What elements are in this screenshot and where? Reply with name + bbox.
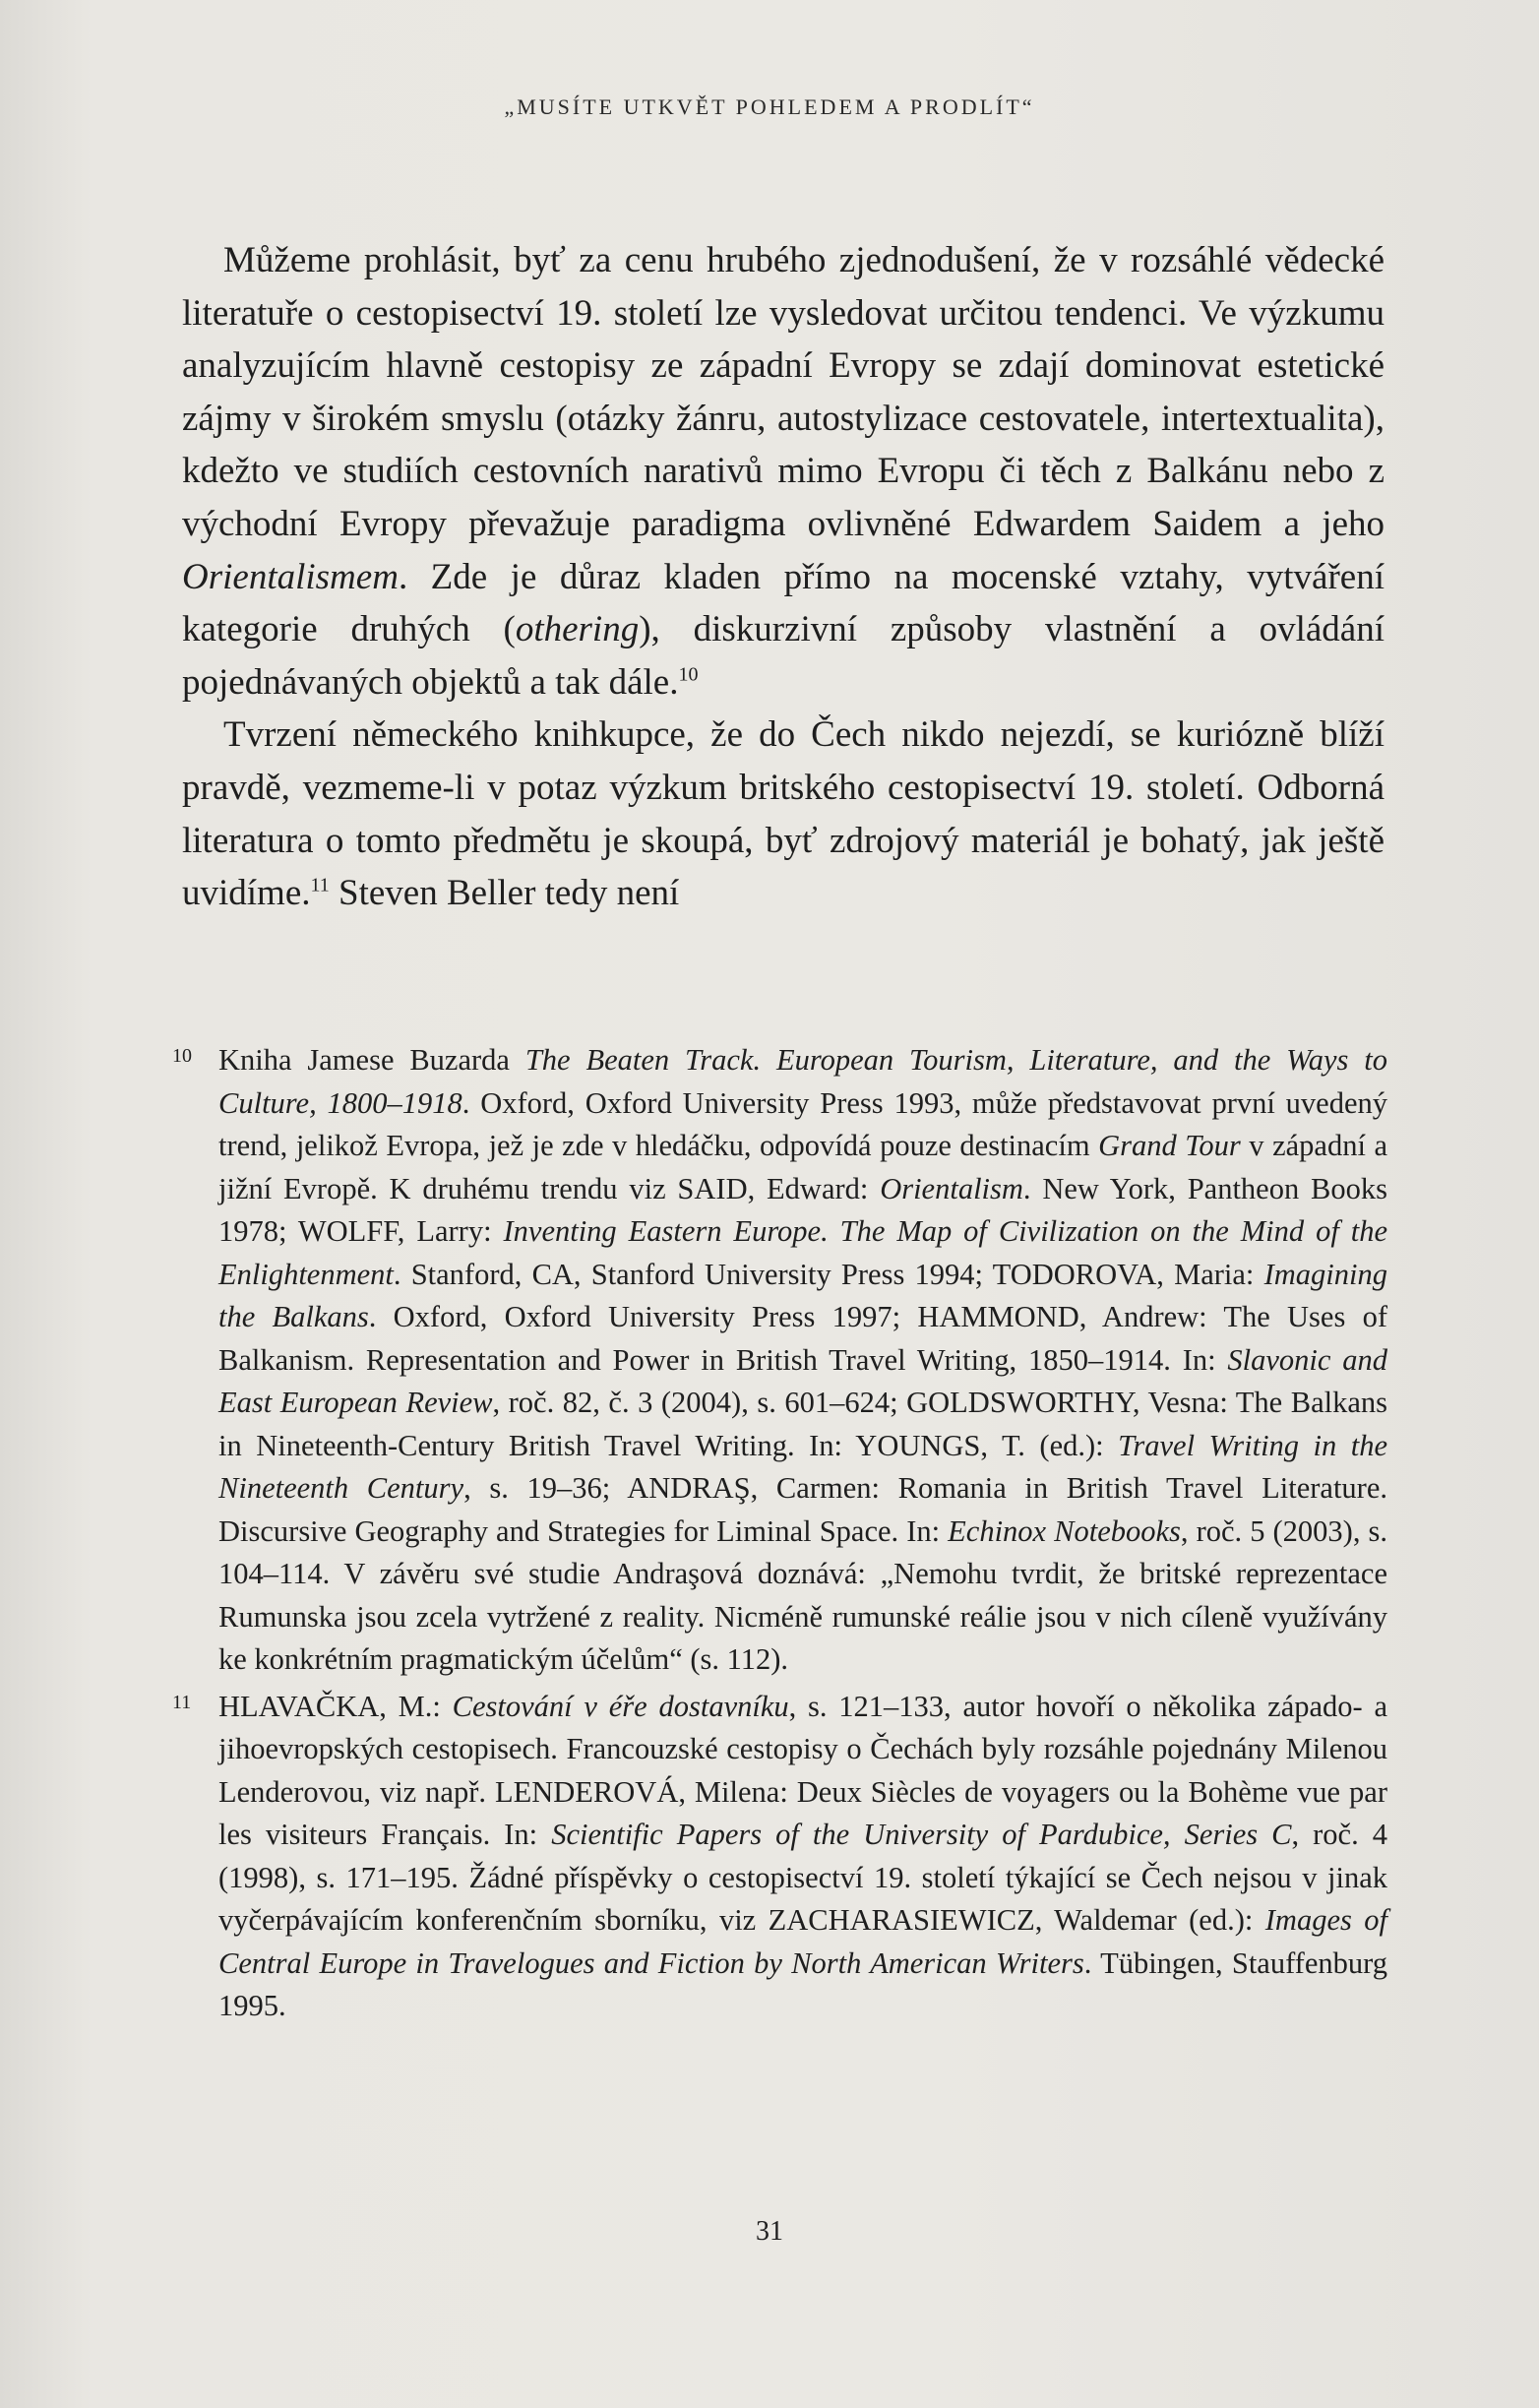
footnote-ref-10: 10 <box>678 663 699 686</box>
footnote-10: 10 Kniha Jamese Buzarda The Beaten Track. European Tourism, Literature, and the Ways to Culture, 1800–1918. Oxford, Oxford University Press 1993, může představovat první uvedený trend, jelikož Evropa, jež je zde v hledáčku, odpovídá pouze destinacím Grand Tour v západní a jižní Evropě. K druhému trendu viz SAID, Edward: Orientalism. New York, Pantheon Books 1978; WOLFF, Larry: Inventing Eastern Europe. The Map of Civilization on the Mind of the Enlightenment. Stanford, CA, Stanford University Press 1994; TODOROVA, Maria: Imagining the Balkans. Oxford, Oxford University Press 1997; HAMMOND, Andrew: The Uses of Balkanism. Representation and Power in British Travel Writing, 1850–1914. In: Slavonic and East European Review, roč. 82, č. 3 (2004), s. 601–624; GOLDSWORTHY, Vesna: The Balkans in Nineteenth-Century British Travel Writing. In: YOUNGS, T. (ed.): Travel Writing in the Nineteenth Century, s. 19–36; ANDRAŞ, Carmen: Romania in British Travel Literature. Discursive Geography and Strategies for Liminal Space. In: Echinox Notebooks, roč. 5 (2003), s. 104–114. V závěru své studie Andraşová doznává: „Nemohu tvrdit, že britské reprezentace Rumunska jsou zcela vytržené z reality. Nicméně rumunské reálie jsou v nich cíleně využívány ke konkrétním pragmatickým účelům“ (s. 112). <box>172 1039 1387 1682</box>
footnote-number: 10 <box>172 1045 192 1067</box>
footnotes <box>172 1039 1387 2032</box>
paragraph-2: Tvrzení německého knihkupce, že do Čech nikdo nejezdí, se kuriózně blíží pravdě, vezmeme-li v potaz výzkum britského cestopisectví 19. století. Odborná literatura o tomto předmětu je skoupá, byť zdrojový materiál je bohatý, jak ještě uvidíme.$^{11}$ Steven Beller tedy není <box>182 714 1385 914</box>
main-text <box>182 234 1385 920</box>
footnote-ref-11: 11 <box>310 874 330 896</box>
footnote-number: 11 <box>172 1691 192 1713</box>
running-head: „MUSÍTE UTKVĚT POHLEDEM A PRODLÍT“ <box>504 94 1035 119</box>
paragraph-1: Můžeme prohlásit, byť za cenu hrubého zjednodušení, že v rozsáhlé vědecké literatuře o cestopisectví 19. století lze vysledovat určitou tendenci. Ve výzkumu analyzujícím hlavně cestopisy ze západní Evropy se zdají dominovat estetické zájmy v širokém smyslu (otázky žánru, autostylizace cestovatele, intertextualita), kdežto ve studiích cestovních narativů mimo Evropu či těch z Balkánu nebo z východní Evropy převažuje paradigma ovlivněné Edwardem Saidem a jeho Orientalismem. Zde je důraz kladen přímo na mocenské vztahy, vytváření kategorie druhých (othering), diskurzivní způsoby vlastnění a ovládání pojednávaných objektů a tak dále.$^{10}$ <box>182 240 1385 703</box>
footnote-11: 11 HLAVAČKA, M.: Cestování v éře dostavníku, s. 121–133, autor hovoří o několika západo- a jihoevropských cestopisech. Francouzské cestopisy o Čechách byly rozsáhle pojednány Milenou Lenderovou, viz např. LENDEROVÁ, Milena: Deux Siècles de voyagers ou la Bohème vue par les visiteurs Français. In: Scientific Papers of the University of Pardubice, Series C, roč. 4 (1998), s. 171–195. Žádné příspěvky o cestopisectví 19. století týkající se Čech nejsou v jinak vyčerpávajícím konferenčním sborníku, viz ZACHARASIEWICZ, Waldemar (ed.): Images of Central Europe in Travelogues and Fiction by North American Writers. Tübingen, Stauffenburg 1995. <box>172 1686 1387 2028</box>
page-number: 31 <box>756 2216 783 2247</box>
